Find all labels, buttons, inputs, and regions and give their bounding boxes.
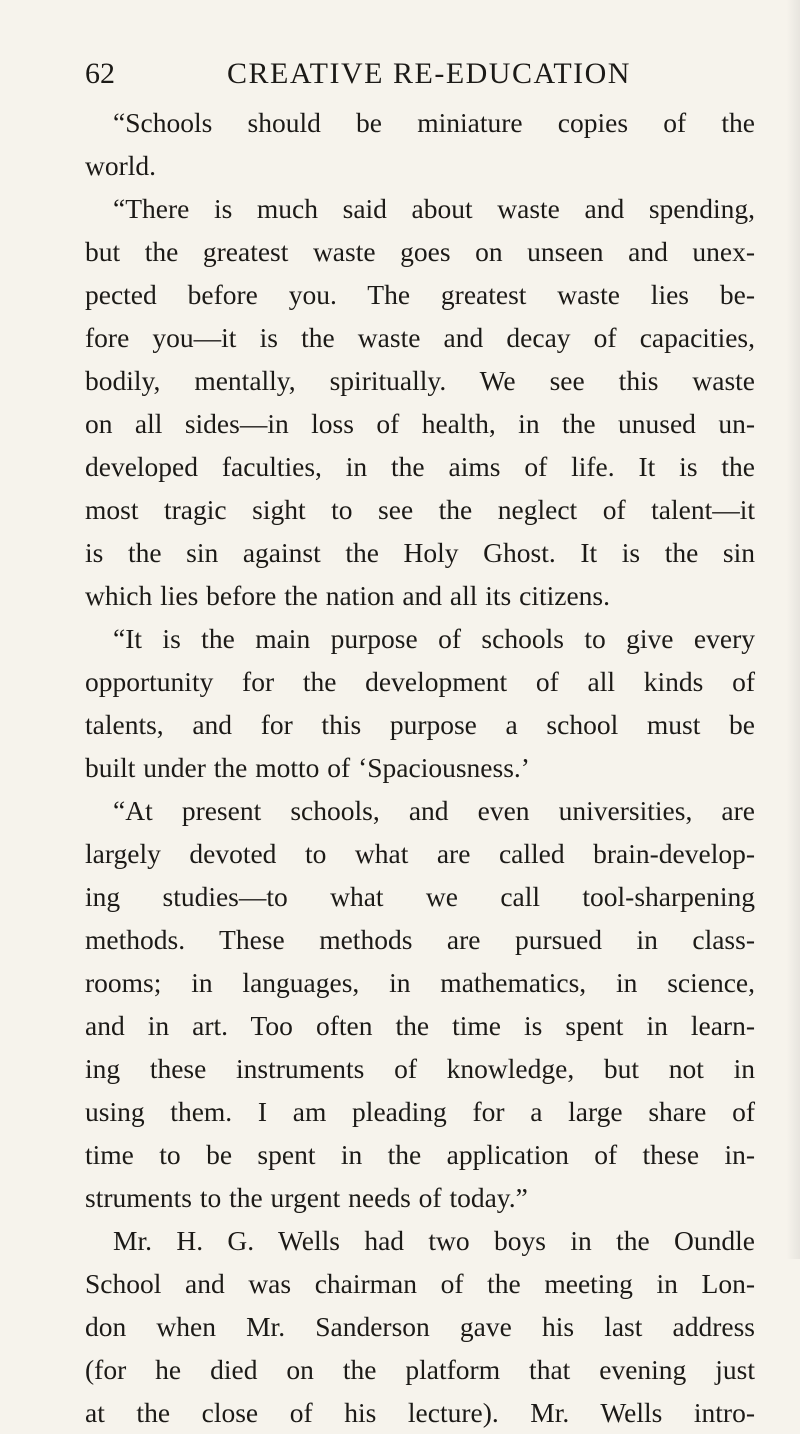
text-line: “At present schools, and even universities, are <box>113 795 755 826</box>
text-line: ing these instruments of knowledge, but not in <box>85 1053 755 1084</box>
text-line: but the greatest waste goes on unseen and unex- <box>85 236 755 267</box>
text-line: opportunity for the development of all kinds of <box>85 666 755 697</box>
text-line: pected before you. The greatest waste lies be- <box>85 279 755 310</box>
page-number: 62 <box>85 57 115 90</box>
running-title: CREATIVE RE-EDUCATION <box>227 57 631 90</box>
text-line: don when Mr. Sanderson gave his last address <box>85 1311 755 1342</box>
text-line: and in art. Too often the time is spent in learn- <box>85 1010 755 1041</box>
text-line: “Schools should be miniature copies of the <box>113 107 755 138</box>
text-line: “It is the main purpose of schools to give every <box>113 623 755 654</box>
text-line: developed faculties, in the aims of life. It is the <box>85 451 755 482</box>
text-line: using them. I am pleading for a large share of <box>85 1096 755 1127</box>
page-edge-shadow <box>786 0 800 1259</box>
text-line: largely devoted to what are called brain-develop- <box>85 838 755 869</box>
body-text <box>85 101 755 1434</box>
text-line: struments to the urgent needs of today.” <box>85 1182 528 1213</box>
text-line: is the sin against the Holy Ghost. It is the sin <box>85 537 755 568</box>
text-line: Mr. H. G. Wells had two boys in the Oundle <box>113 1225 755 1256</box>
text-line: most tragic sight to see the neglect of talent—it <box>85 494 755 525</box>
text-line: “There is much said about waste and spending, <box>113 193 755 224</box>
text-line: time to be spent in the application of these in- <box>85 1139 755 1170</box>
text-line: fore you—it is the waste and decay of capacities, <box>85 322 755 353</box>
text-line: which lies before the nation and all its citizens. <box>85 580 610 611</box>
text-line: methods. These methods are pursued in class- <box>85 924 755 955</box>
text-line: School and was chairman of the meeting in Lon- <box>85 1268 755 1299</box>
text-line: on all sides—in loss of health, in the unused un- <box>85 408 755 439</box>
text-line: at the close of his lecture). Mr. Wells intro- <box>85 1397 755 1428</box>
text-line: bodily, mentally, spiritually. We see this waste <box>85 365 755 396</box>
text-line: world. <box>85 150 157 181</box>
page-header <box>85 52 740 96</box>
text-line: (for he died on the platform that evening just <box>85 1354 755 1385</box>
text-line: ing studies—to what we call tool-sharpening <box>85 881 755 912</box>
text-line: built under the motto of ‘Spaciousness.’ <box>85 752 530 783</box>
text-line: talents, and for this purpose a school must be <box>85 709 755 740</box>
text-line: rooms; in languages, in mathematics, in science, <box>85 967 755 998</box>
